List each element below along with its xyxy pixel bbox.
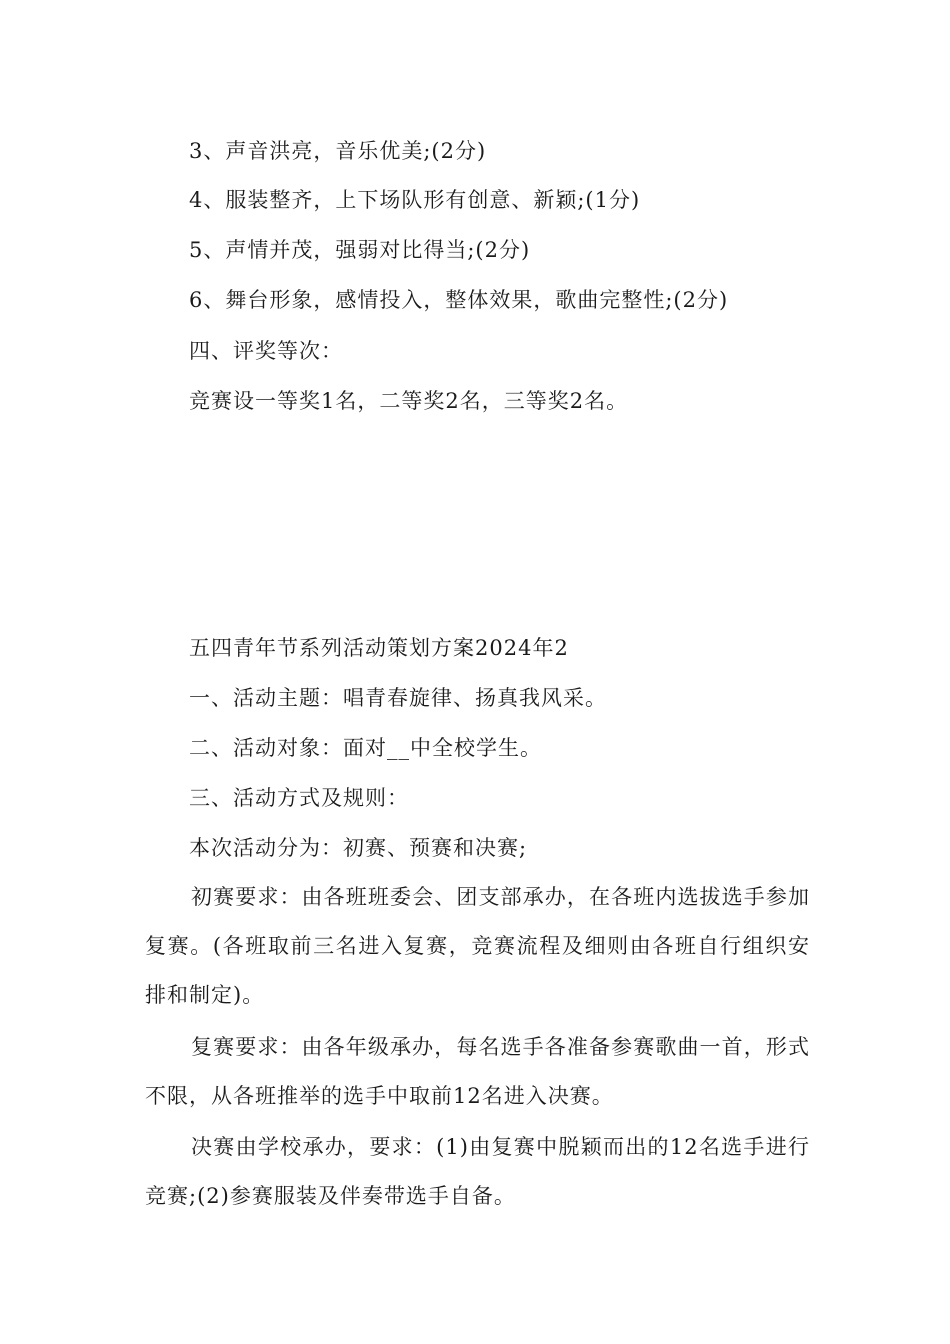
awards-heading: 四、评奖等次： (189, 339, 343, 363)
activity-stages: 本次活动分为：初赛、预赛和决赛; (189, 836, 528, 860)
criterion-4: 4、服装整齐，上下场队形有创意、新颖;(1分) (189, 188, 641, 212)
plan-title: 五四青年节系列活动策划方案2024年2 (189, 636, 569, 660)
awards-text: 竞赛设一等奖1名，二等奖2名，三等奖2名。 (189, 389, 629, 413)
final-round-paragraph: 决赛由学校承办，要求：(1)由复赛中脱颖而出的12名选手进行竞赛;(2)参赛服装及伴奏带选手自备。 (145, 1135, 810, 1208)
criterion-3: 3、声音洪亮，音乐优美;(2分) (189, 139, 487, 163)
criterion-6: 6、舞台形象，感情投入，整体效果，歌曲完整性;(2分) (189, 288, 729, 312)
activity-rules-heading: 三、活动方式及规则： (189, 786, 409, 810)
preliminary-round-paragraph: 初赛要求：由各班班委会、团支部承办，在各班内选拔选手参加复赛。(各班取前三名进入复赛，竞赛流程及细则由各班自行组织安排和制定)。 (145, 885, 810, 1007)
activity-theme: 一、活动主题：唱青春旋律、扬真我风采。 (189, 686, 607, 710)
criterion-5: 5、声情并茂，强弱对比得当;(2分) (189, 238, 531, 262)
activity-target: 二、活动对象：面对__中全校学生。 (189, 736, 542, 760)
second-round-paragraph: 复赛要求：由各年级承办，每名选手各准备参赛歌曲一首，形式不限，从各班推举的选手中取前12名进入决赛。 (145, 1035, 810, 1108)
